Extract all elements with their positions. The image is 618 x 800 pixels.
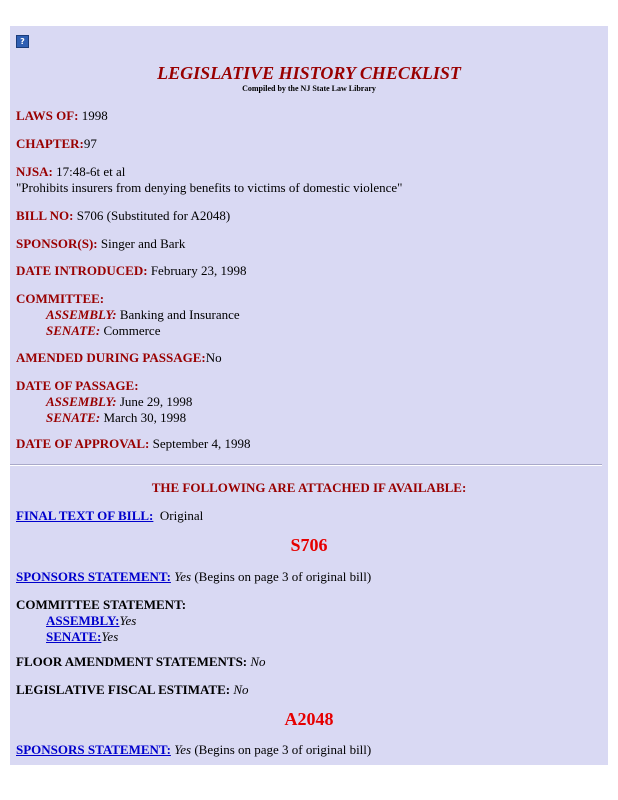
a2048-sponsors-link[interactable]: SPONSORS STATEMENT: (16, 742, 171, 757)
attachments-heading: THE FOLLOWING ARE ATTACHED IF AVAILABLE: (151, 480, 467, 495)
s706-sponsors-yes: Yes (174, 569, 192, 584)
njsa-label: NJSA: (16, 164, 53, 179)
s706-floor-row (16, 654, 266, 670)
s706-senate-value: Yes (101, 629, 119, 644)
help-icon[interactable]: ? (16, 35, 29, 48)
sponsors-label: SPONSOR(S): (16, 236, 98, 251)
laws-of-value: 1998 (78, 108, 108, 123)
a2048-sponsors-yes: Yes (174, 742, 192, 757)
s706-floor-value: No (250, 654, 266, 669)
s706-sponsors-link[interactable]: SPONSORS STATEMENT: (16, 569, 171, 584)
amended-label: AMENDED DURING PASSAGE: (16, 350, 206, 365)
s706-heading: S706 (290, 535, 328, 555)
s706-assembly-value: Yes (119, 613, 137, 628)
page-title: LEGISLATIVE HISTORY CHECKLIST (157, 63, 461, 83)
amended-value: No (205, 350, 222, 365)
laws-of-row (16, 108, 108, 124)
s706-committee-row (16, 597, 186, 645)
final-text-row (16, 508, 203, 524)
bill-no-value: S706 (Substituted for A2048) (73, 208, 231, 223)
bill-no-row (16, 208, 230, 224)
sponsors-value: Singer and Bark (97, 236, 186, 251)
s706-sponsors-row (16, 569, 371, 585)
passage-assembly-label: ASSEMBLY: (46, 394, 117, 409)
final-text-link[interactable]: FINAL TEXT OF BILL: (16, 508, 154, 523)
s706-fiscal-row (16, 682, 249, 698)
s706-floor-label: FLOOR AMENDMENT STATEMENTS: (16, 654, 248, 669)
s706-fiscal-value: No (233, 682, 249, 697)
njsa-description: "Prohibits insurers from denying benefits to victims of domestic violence" (16, 180, 403, 195)
passage-senate-value: March 30, 1998 (100, 410, 187, 425)
committee-assembly-value: Banking and Insurance (116, 307, 240, 322)
page-subtitle: Compiled by the NJ State Law Library (242, 84, 376, 93)
bill-no-label: BILL NO: (16, 208, 74, 223)
date-introduced-label: DATE INTRODUCED: (16, 263, 148, 278)
final-text-value: Original (159, 508, 204, 523)
committee-label: COMMITTEE: (16, 291, 105, 306)
a2048-sponsors-row (16, 742, 371, 758)
s706-assembly-link[interactable]: ASSEMBLY: (46, 613, 120, 628)
committee-row (16, 291, 240, 339)
date-passage-label: DATE OF PASSAGE: (16, 378, 139, 393)
committee-assembly-label: ASSEMBLY: (46, 307, 117, 322)
committee-senate-label: SENATE: (46, 323, 101, 338)
section-divider (10, 464, 602, 466)
sponsors-row (16, 236, 185, 252)
date-introduced-value: February 23, 1998 (147, 263, 247, 278)
date-approval-value: September 4, 1998 (149, 436, 251, 451)
s706-fiscal-label: LEGISLATIVE FISCAL ESTIMATE: (16, 682, 231, 697)
chapter-value: 97 (83, 136, 97, 151)
date-approval-row (16, 436, 250, 452)
chapter-label: CHAPTER: (16, 136, 84, 151)
laws-of-label: LAWS OF: (16, 108, 79, 123)
amended-row (16, 350, 222, 366)
date-passage-row (16, 378, 192, 426)
s706-sponsors-note: (Begins on page 3 of original bill) (191, 569, 372, 584)
passage-senate-label: SENATE: (46, 410, 101, 425)
njsa-value: 17:48-6t et al (52, 164, 126, 179)
a2048-sponsors-note: (Begins on page 3 of original bill) (191, 742, 372, 757)
passage-assembly-value: June 29, 1998 (116, 394, 193, 409)
njsa-row (16, 164, 402, 196)
s706-committee-label: COMMITTEE STATEMENT: (16, 597, 187, 612)
committee-senate-value: Commerce (100, 323, 161, 338)
checklist-page (10, 26, 608, 765)
date-approval-label: DATE OF APPROVAL: (16, 436, 150, 451)
s706-senate-link[interactable]: SENATE: (46, 629, 102, 644)
chapter-row (16, 136, 97, 152)
date-introduced-row (16, 263, 247, 279)
a2048-heading: A2048 (284, 709, 334, 729)
